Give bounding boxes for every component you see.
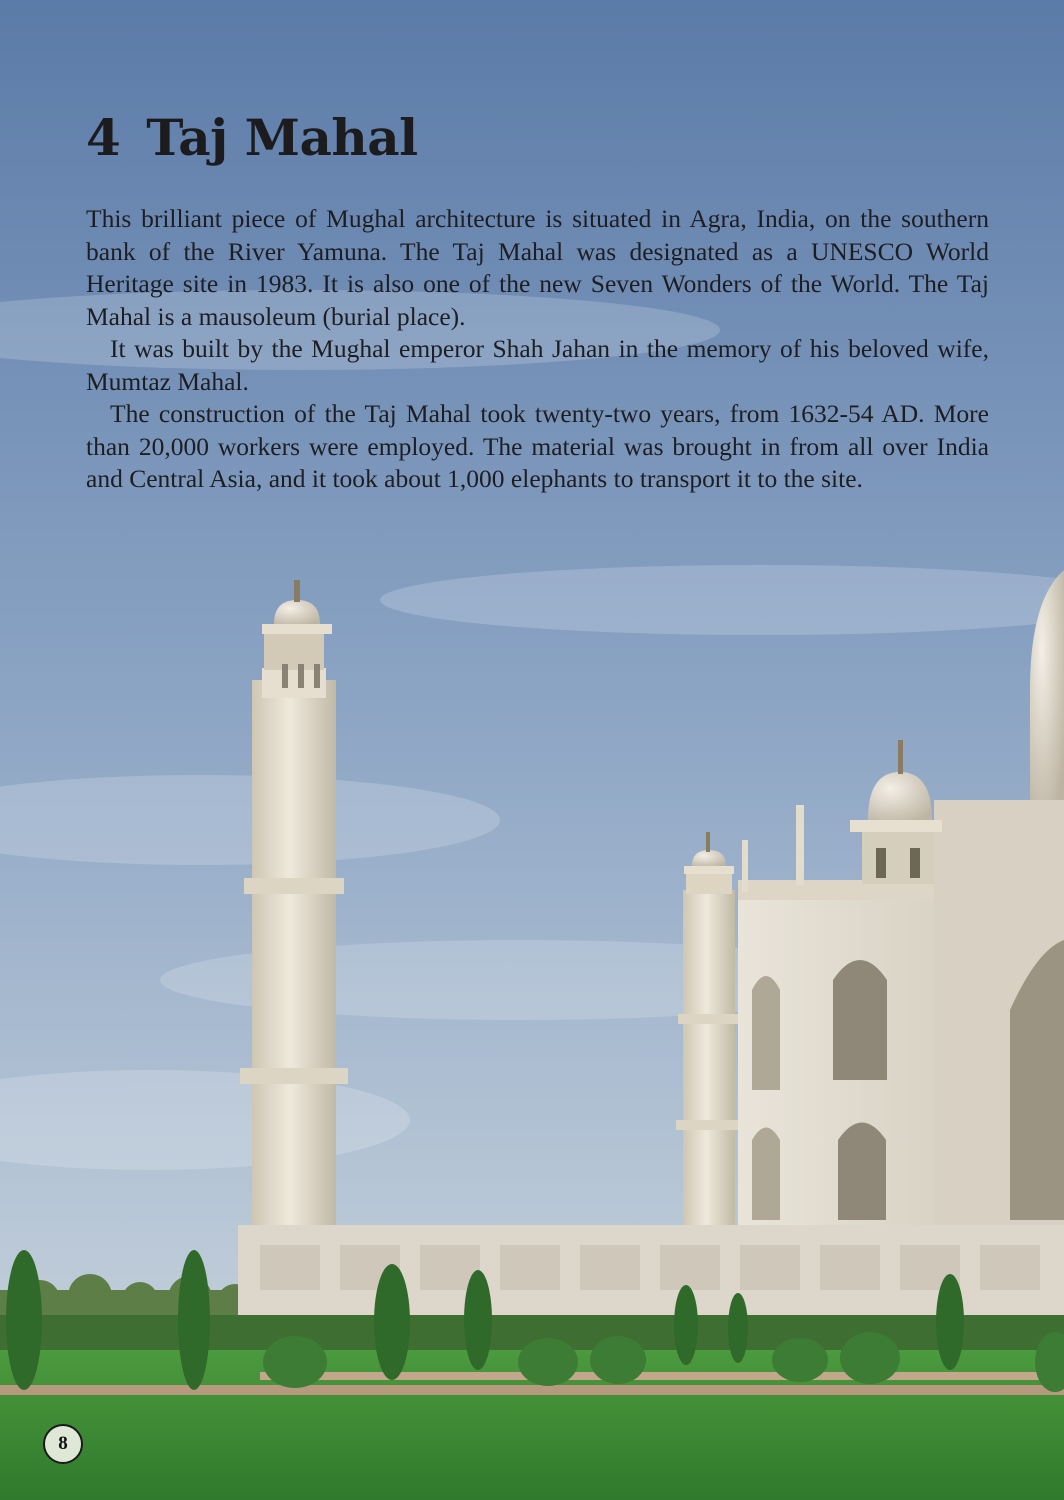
paragraph: This brilliant piece of Mughal architecture is situated in Agra, India, on the southern bank of the River Yamuna. The Taj Mahal was designated as a UNESCO World Heritage site in 1983. It is also one of the new Seven Wonders of the World. The Taj Mahal is a mausoleum (burial place). xyxy=(86,204,989,331)
chapter-heading xyxy=(86,108,418,167)
chapter-number: 4 xyxy=(86,108,121,167)
small-minaret xyxy=(676,832,742,1240)
page-number: 8 xyxy=(43,1424,83,1464)
paragraph: The construction of the Taj Mahal took twenty-two years, from 1632-54 AD. More than 20,000 workers were employed. The material was brought in from all over India and Central Asia, and it took about 1,000 elephants to transport it to the site. xyxy=(86,399,989,493)
chapter-title: Taj Mahal xyxy=(146,108,418,167)
paragraph: It was built by the Mughal emperor Shah Jahan in the memory of his beloved wife, Mumtaz Mahal. xyxy=(86,334,989,396)
path xyxy=(0,1385,1064,1395)
left-minaret xyxy=(240,580,348,1250)
body-text xyxy=(86,203,989,496)
